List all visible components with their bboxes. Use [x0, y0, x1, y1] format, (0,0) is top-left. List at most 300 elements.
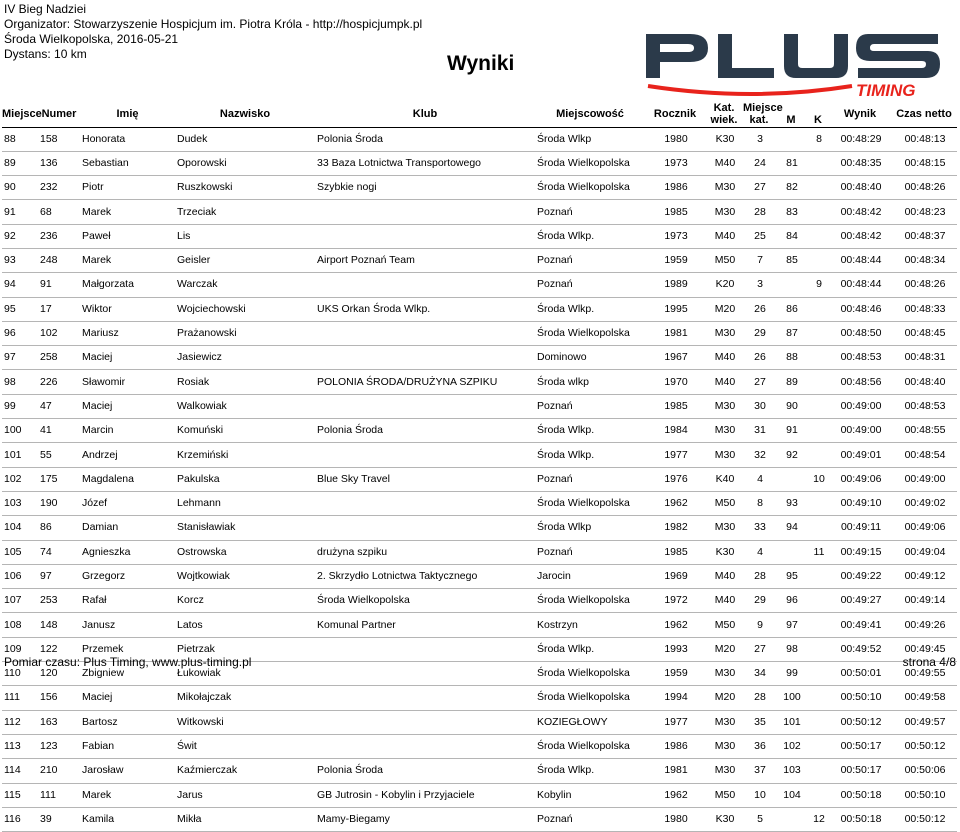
cell-year: 1989 [664, 278, 688, 291]
event-header [4, 2, 422, 62]
cell-last-name: Mikła [177, 812, 202, 825]
cell-result: 00:48:35 [840, 156, 882, 169]
cell-m-place: 90 [786, 399, 798, 412]
table-row [2, 346, 957, 370]
cell-k-place [807, 200, 829, 224]
cell-k-place [807, 248, 829, 272]
cell-year: 1967 [664, 351, 688, 364]
table-row [2, 491, 957, 515]
cell-category: M50 [714, 618, 736, 631]
col-nazwisko: Nazwisko [219, 108, 271, 121]
cell-m-place: 94 [786, 521, 798, 534]
cell-city: Środa Wlkp. [537, 642, 595, 655]
cell-result: 00:49:00 [840, 424, 882, 437]
cell-place: 115 [4, 788, 21, 801]
cell-bib: 47 [40, 399, 52, 412]
cell-first-name: Damian [82, 521, 119, 534]
cell-first-name: Wiktor [82, 302, 112, 315]
cell-last-name: Rosiak [177, 375, 210, 388]
table-row [2, 613, 957, 637]
cell-result: 00:50:17 [840, 764, 882, 777]
cell-result: 00:48:44 [840, 254, 882, 267]
cell-result: 00:48:53 [840, 351, 882, 364]
cell-club: 2. Skrzydło Lotnictwa Taktycznego [317, 569, 478, 582]
cell-bib: 190 [40, 497, 58, 510]
cell-category: M30 [714, 399, 736, 412]
cell-net-time: 00:48:55 [904, 424, 946, 437]
cell-result: 00:48:42 [840, 229, 882, 242]
plus-timing-logo [642, 28, 952, 100]
cell-bib: 86 [40, 521, 52, 534]
cell-first-name: Przemek [82, 642, 124, 655]
cell-place: 90 [4, 181, 16, 194]
cell-m-place: 102 [783, 740, 801, 753]
cell-category: M50 [714, 788, 736, 801]
table-row [2, 467, 957, 491]
cell-last-name: Geisler [177, 254, 211, 267]
cell-city: Poznań [537, 205, 573, 218]
cell-bib: 158 [40, 132, 58, 145]
cell-city: Środa Wielkopolska [537, 497, 630, 510]
cell-club [315, 662, 535, 686]
cell-category: M40 [714, 351, 736, 364]
cell-category-place: 34 [754, 667, 766, 680]
cell-last-name: Lis [177, 229, 191, 242]
col-k: K [814, 114, 822, 127]
cell-place: 89 [4, 156, 16, 169]
cell-place: 93 [4, 254, 16, 267]
cell-m-place: 100 [783, 691, 801, 704]
cell-result: 00:50:17 [840, 740, 882, 753]
cell-bib: 91 [40, 278, 52, 291]
cell-last-name: Ostrowska [177, 545, 227, 558]
cell-last-name: Mikołajczak [177, 691, 232, 704]
cell-category-place: 27 [754, 642, 766, 655]
cell-club [315, 491, 535, 515]
cell-city: Poznań [537, 472, 573, 485]
cell-category-place: 28 [754, 205, 766, 218]
cell-year: 1994 [664, 691, 688, 704]
cell-result: 00:49:00 [840, 399, 882, 412]
cell-year: 1986 [664, 181, 688, 194]
cell-first-name: Zbigniew [82, 667, 125, 680]
table-row [2, 200, 957, 224]
cell-net-time: 00:50:10 [904, 788, 946, 801]
cell-club [315, 516, 535, 540]
cell-category-place: 29 [754, 594, 766, 607]
cell-category: M30 [714, 181, 736, 194]
cell-city: Środa Wielkopolska [537, 156, 630, 169]
col-czas-netto: Czas netto [896, 108, 952, 121]
cell-k-place [807, 613, 829, 637]
cell-bib: 175 [40, 472, 58, 485]
cell-place: 95 [4, 302, 16, 315]
cell-k-place [807, 176, 829, 200]
cell-club: Szybkie nogi [317, 181, 377, 194]
cell-year: 1984 [664, 424, 688, 437]
cell-net-time: 00:48:34 [904, 254, 946, 267]
cell-net-time: 00:48:33 [904, 302, 946, 315]
cell-k-place [807, 686, 829, 710]
cell-m-place: 84 [786, 229, 798, 242]
cell-category: M30 [714, 521, 736, 534]
cell-result: 00:48:40 [840, 181, 882, 194]
cell-city: Środa Wielkopolska [537, 691, 630, 704]
table-row [2, 248, 957, 272]
cell-city: Środa Wielkopolska [537, 594, 630, 607]
cell-category-place: 7 [757, 254, 763, 267]
cell-first-name: Marek [82, 205, 112, 218]
cell-result: 00:50:10 [840, 691, 882, 704]
cell-year: 1995 [664, 302, 688, 315]
cell-first-name: Maciej [82, 351, 113, 364]
cell-last-name: Pakulska [177, 472, 220, 485]
cell-first-name: Jarosław [82, 764, 124, 777]
cell-first-name: Paweł [82, 229, 111, 242]
cell-first-name: Agnieszka [82, 545, 131, 558]
cell-place: 114 [4, 764, 21, 777]
cell-last-name: Świt [177, 740, 197, 753]
cell-category-place: 8 [757, 497, 763, 510]
cell-bib: 258 [40, 351, 58, 364]
cell-first-name: Sebastian [82, 156, 129, 169]
cell-k-place [807, 370, 829, 394]
cell-category-place: 27 [754, 375, 766, 388]
page-title: Wyniki [447, 52, 515, 75]
table-row [2, 127, 957, 151]
cell-place: 91 [4, 205, 16, 218]
cell-club: Środa Wielkopolska [317, 594, 410, 607]
cell-year: 1972 [664, 594, 688, 607]
cell-category: M40 [714, 375, 736, 388]
cell-m-place: 98 [786, 642, 798, 655]
footer-page-number: strona 4/8 [902, 655, 956, 669]
cell-first-name: Sławomir [82, 375, 126, 388]
cell-city: Poznań [537, 812, 573, 825]
cell-last-name: Trzeciak [177, 205, 217, 218]
cell-last-name: Kaźmierczak [177, 764, 238, 777]
cell-net-time: 00:49:04 [904, 545, 946, 558]
cell-year: 1981 [664, 327, 688, 340]
cell-k-place [807, 224, 829, 248]
distance-line: Dystans: 10 km [4, 47, 87, 61]
cell-result: 00:48:56 [840, 375, 882, 388]
cell-place: 100 [4, 424, 22, 437]
cell-result: 00:48:42 [840, 205, 882, 218]
cell-m-place [775, 273, 807, 297]
cell-net-time: 00:49:14 [904, 594, 946, 607]
cell-year: 1985 [664, 399, 688, 412]
cell-category-place: 30 [754, 399, 766, 412]
cell-bib: 232 [40, 181, 58, 194]
cell-bib: 97 [40, 569, 52, 582]
col-miejsce: Miejsce [2, 108, 42, 121]
cell-club [315, 200, 535, 224]
table-row [2, 370, 957, 394]
cell-net-time: 00:48:53 [904, 399, 946, 412]
cell-category-place: 36 [754, 740, 766, 753]
cell-last-name: Pietrzak [177, 642, 215, 655]
cell-city: Środa Wielkopolska [537, 740, 630, 753]
cell-club: POLONIA ŚRODA/DRUŻYNA SZPIKU [317, 375, 498, 388]
cell-club: Komunal Partner [317, 618, 396, 631]
cell-club: Polonia Środa [317, 132, 383, 145]
table-row [2, 273, 957, 297]
cell-year: 1977 [664, 448, 688, 461]
col-m: M [786, 114, 796, 127]
table-row [2, 540, 957, 564]
cell-year: 1982 [664, 521, 688, 534]
cell-first-name: Rafał [82, 594, 107, 607]
cell-net-time: 00:48:54 [904, 448, 946, 461]
cell-club: Blue Sky Travel [317, 472, 390, 485]
cell-category-place: 37 [754, 764, 766, 777]
cell-net-time: 00:49:00 [904, 472, 946, 485]
cell-category: M20 [714, 302, 736, 315]
cell-category-place: 24 [754, 156, 766, 169]
cell-k-place [807, 491, 829, 515]
cell-last-name: Latos [177, 618, 203, 631]
cell-place: 109 [4, 642, 22, 655]
cell-net-time: 00:49:26 [904, 618, 946, 631]
cell-club: Mamy-Biegamy [317, 812, 390, 825]
cell-k-place: 11 [813, 545, 825, 558]
cell-place: 105 [4, 545, 22, 558]
cell-bib: 253 [40, 594, 58, 607]
cell-m-place: 85 [786, 254, 798, 267]
cell-year: 1962 [664, 497, 688, 510]
cell-result: 00:49:11 [840, 521, 882, 534]
cell-category: M40 [714, 156, 736, 169]
cell-k-place [807, 589, 829, 613]
col-wynik: Wynik [843, 108, 877, 121]
cell-category: M40 [714, 594, 736, 607]
cell-last-name: Oporowski [177, 156, 227, 169]
organizer-line: Organizator: Stowarzyszenie Hospicjum im. Piotra Króla - http://hospicjumpk.pl [4, 17, 423, 31]
cell-k-place [807, 297, 829, 321]
cell-bib: 74 [40, 545, 52, 558]
cell-net-time: 00:50:12 [904, 740, 946, 753]
cell-city: Środa Wielkopolska [537, 181, 630, 194]
cell-k-place [807, 394, 829, 418]
cell-m-place: 91 [786, 424, 798, 437]
cell-net-time: 00:50:12 [904, 812, 946, 825]
cell-category: M40 [714, 569, 736, 582]
col-klub: Klub [412, 108, 438, 121]
cell-k-place [807, 321, 829, 345]
cell-bib: 136 [40, 156, 58, 169]
cell-result: 00:50:12 [840, 715, 882, 728]
cell-k-place [807, 516, 829, 540]
cell-year: 1962 [664, 618, 688, 631]
cell-place: 116 [4, 812, 21, 825]
cell-place: 97 [4, 351, 16, 364]
cell-first-name: Bartosz [82, 715, 118, 728]
cell-city: Kobylin [537, 788, 572, 801]
cell-category: K40 [715, 472, 735, 485]
cell-category: M30 [714, 667, 736, 680]
cell-category: M30 [714, 740, 736, 753]
cell-first-name: Maciej [82, 691, 113, 704]
table-row [2, 419, 957, 443]
cell-m-place: 89 [786, 375, 798, 388]
cell-m-place: 82 [786, 181, 798, 194]
cell-place: 110 [4, 667, 21, 680]
cell-bib: 226 [40, 375, 58, 388]
cell-city: Poznań [537, 545, 573, 558]
cell-club: Airport Poznań Team [317, 254, 415, 267]
cell-year: 1959 [664, 667, 688, 680]
col-numer: Numer [41, 108, 77, 121]
cell-bib: 148 [40, 618, 58, 631]
cell-first-name: Magdalena [82, 472, 134, 485]
cell-category-place: 3 [757, 132, 763, 145]
table-row [2, 151, 957, 175]
cell-place: 88 [4, 132, 16, 145]
cell-club [315, 224, 535, 248]
cell-year: 1977 [664, 715, 688, 728]
cell-category: K30 [715, 545, 735, 558]
cell-year: 1969 [664, 569, 688, 582]
cell-k-place: 10 [813, 472, 825, 485]
table-row [2, 783, 957, 807]
cell-category-place: 3 [757, 278, 763, 291]
cell-last-name: Wojtkowiak [177, 569, 230, 582]
cell-k-place [807, 637, 829, 661]
cell-bib: 111 [40, 788, 56, 801]
cell-k-place [807, 734, 829, 758]
footer-timing-credit: Pomiar czasu: Plus Timing, www.plus-timing.pl [4, 655, 252, 669]
cell-k-place [807, 759, 829, 783]
cell-k-place [807, 564, 829, 588]
cell-category: M30 [714, 205, 736, 218]
cell-m-place [775, 540, 807, 564]
table-row [2, 589, 957, 613]
cell-first-name: Marek [82, 254, 112, 267]
cell-first-name: Kamila [82, 812, 115, 825]
cell-year: 1962 [664, 788, 688, 801]
cell-club [315, 710, 535, 734]
cell-club: Polonia Środa [317, 424, 383, 437]
cell-city: Środa Wlkp [537, 521, 592, 534]
cell-category-place: 9 [757, 618, 763, 631]
cell-result: 00:48:50 [840, 327, 882, 340]
cell-city: Poznań [537, 254, 573, 267]
table-row [2, 759, 957, 783]
cell-city: Środa Wlkp. [537, 424, 595, 437]
cell-net-time: 00:48:37 [904, 229, 946, 242]
cell-place: 98 [4, 375, 16, 388]
cell-first-name: Fabian [82, 740, 115, 753]
cell-result: 00:49:52 [840, 642, 882, 655]
cell-place: 112 [4, 715, 21, 728]
cell-year: 1980 [664, 132, 688, 145]
cell-year: 1970 [664, 375, 688, 388]
cell-year: 1980 [664, 812, 688, 825]
cell-bib: 123 [40, 740, 58, 753]
cell-bib: 17 [40, 302, 52, 315]
cell-k-place [807, 346, 829, 370]
cell-place: 101 [4, 448, 22, 461]
cell-bib: 210 [40, 764, 58, 777]
cell-last-name: Jarus [177, 788, 203, 801]
cell-category: K20 [715, 278, 735, 291]
cell-m-place [775, 807, 807, 831]
col-kat-wiek: Kat. wiek. [710, 102, 738, 127]
cell-category-place: 28 [754, 569, 766, 582]
cell-m-place: 83 [786, 205, 798, 218]
cell-club [315, 637, 535, 661]
cell-result: 00:50:18 [840, 812, 882, 825]
cell-first-name: Andrzej [82, 448, 118, 461]
cell-category-place: 5 [757, 812, 763, 825]
cell-net-time: 00:48:40 [904, 375, 946, 388]
cell-k-place: 9 [816, 278, 822, 291]
cell-city: Środa Wlkp. [537, 764, 595, 777]
cell-first-name: Piotr [82, 181, 104, 194]
cell-club: drużyna szpiku [317, 545, 388, 558]
cell-city: Poznań [537, 399, 573, 412]
cell-year: 1985 [664, 205, 688, 218]
cell-net-time: 00:48:26 [904, 278, 946, 291]
cell-place: 99 [4, 399, 16, 412]
cell-m-place: 92 [786, 448, 798, 461]
cell-category: M50 [714, 497, 736, 510]
cell-place: 113 [4, 740, 21, 753]
cell-category: M30 [714, 327, 736, 340]
cell-m-place: 103 [783, 764, 801, 777]
cell-category: M30 [714, 448, 736, 461]
cell-net-time: 00:48:31 [904, 351, 946, 364]
cell-first-name: Józef [82, 497, 108, 510]
cell-year: 1973 [664, 229, 688, 242]
cell-club: GB Jutrosin - Kobylin i Przyjaciele [317, 788, 475, 801]
cell-place: 96 [4, 327, 16, 340]
cell-k-place: 12 [813, 812, 825, 825]
cell-result: 00:49:06 [840, 472, 882, 485]
cell-place: 102 [4, 472, 22, 485]
cell-category: M50 [714, 254, 736, 267]
cell-city: Środa wlkp [537, 375, 589, 388]
cell-net-time: 00:48:15 [904, 156, 946, 169]
cell-category: M20 [714, 691, 736, 704]
cell-category-place: 4 [757, 545, 763, 558]
cell-first-name: Honorata [82, 132, 126, 145]
cell-last-name: Korcz [177, 594, 204, 607]
cell-category: M20 [714, 642, 736, 655]
place-date-line: Środa Wielkopolska, 2016-05-21 [4, 32, 179, 46]
cell-place: 106 [4, 569, 22, 582]
cell-place: 107 [4, 594, 22, 607]
cell-city: Środa Wlkp. [537, 229, 595, 242]
cell-net-time: 00:49:06 [904, 521, 946, 534]
cell-bib: 236 [40, 229, 58, 242]
cell-m-place: 99 [786, 667, 798, 680]
cell-k-place [807, 443, 829, 467]
cell-first-name: Małgorzata [82, 278, 134, 291]
cell-year: 1986 [664, 740, 688, 753]
cell-city: Środa Wlkp [537, 132, 592, 145]
cell-bib: 68 [40, 205, 52, 218]
cell-m-place: 88 [786, 351, 798, 364]
cell-net-time: 00:49:02 [904, 497, 946, 510]
svg-text:TIMING: TIMING [856, 81, 916, 100]
cell-category: M30 [714, 424, 736, 437]
cell-bib: 120 [40, 667, 58, 680]
cell-category: M40 [714, 229, 736, 242]
cell-first-name: Marcin [82, 424, 114, 437]
cell-first-name: Maciej [82, 399, 113, 412]
